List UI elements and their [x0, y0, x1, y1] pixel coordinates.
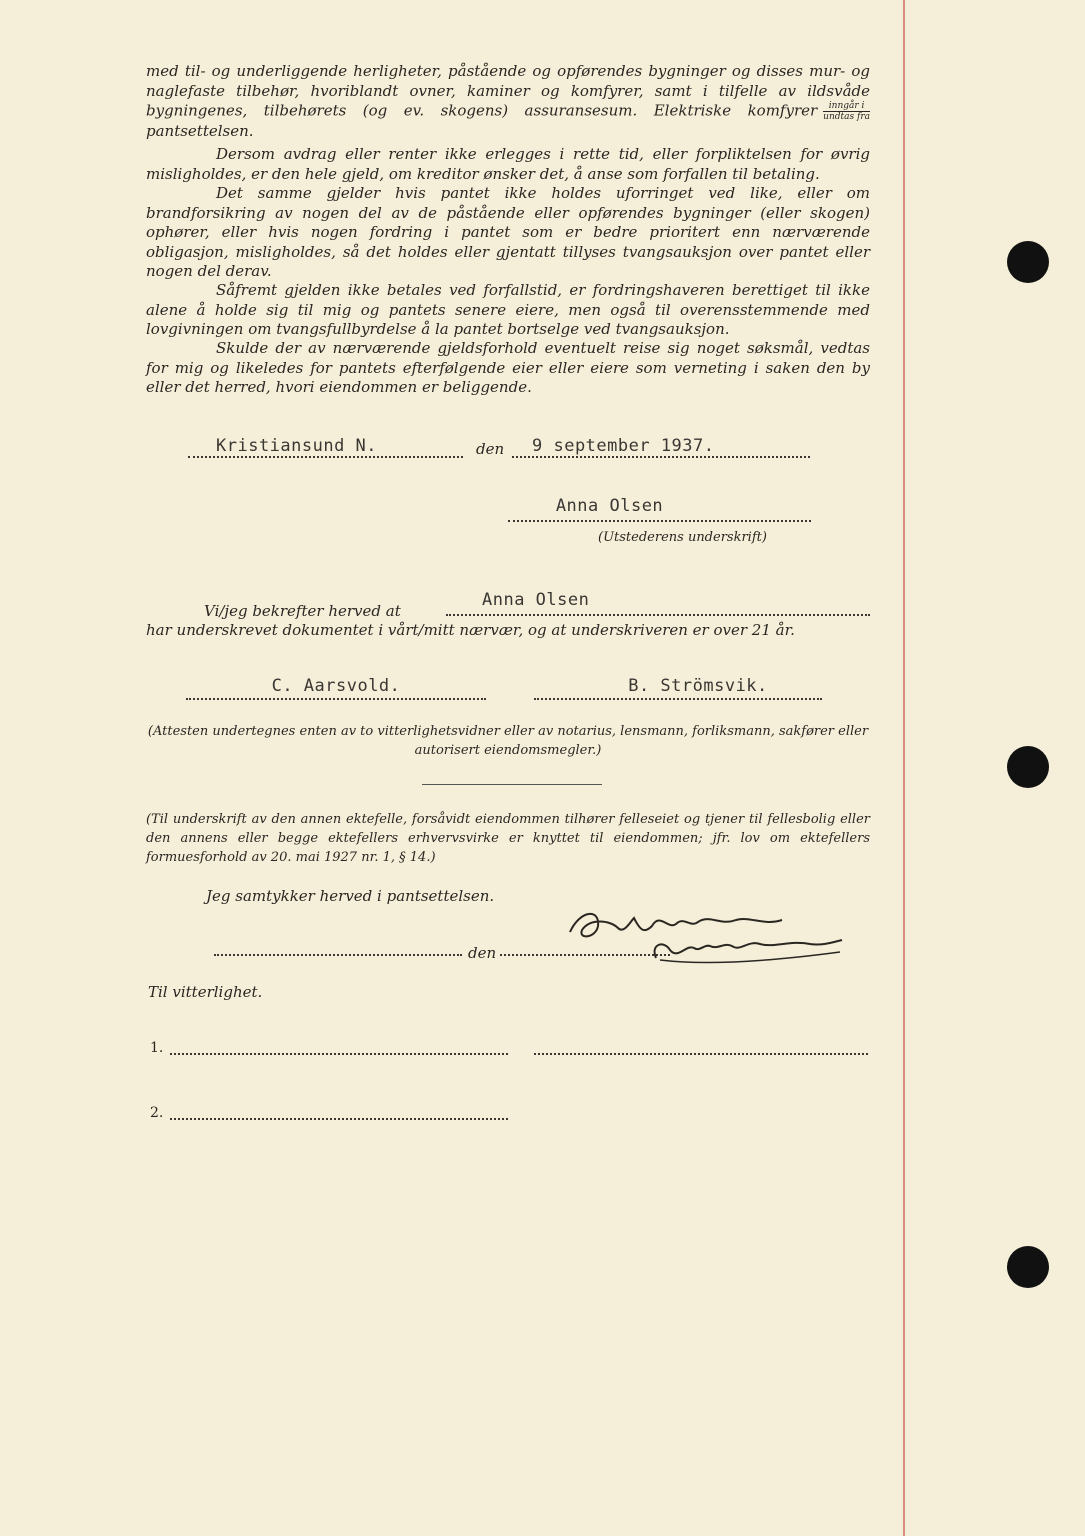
- margin-rule: [903, 0, 905, 1536]
- consent-text: Jeg samtykker herved i pantsettelsen.: [206, 887, 495, 905]
- handwritten-signature: [560, 900, 850, 980]
- vitterlighet-line-1a: [170, 1043, 508, 1055]
- paragraph-insurance: Det samme gjelder hvis pantet ikke holdes uforringet ved like, eller om brandforsikring av nogen del av de påstående eller opførendes bygninger (eller skogen) ophører, eller hvis nogen fordring i pantet som er bedre prioritert enn nærværende obligasjon, misligholdes, så det holdes eller gjentatt tillyses tvangsauksjon over pantet eller nogen del derav.: [146, 184, 870, 280]
- issuer-caption: (Utstederens underskrift): [598, 530, 767, 545]
- spouse-note: (Til underskrift av den annen ektefelle, forsåvidt eiendommen tilhører felleseiet og tjener til fellesbolig eller den annens eller begge ektefellers erhvervsvirke er knyttet til eiendommen; jfr. lov om ektefellers formuesforhold av 20. mai 1927 nr. 1, § 14.): [146, 812, 870, 865]
- confirm-prefix: Vi/jeg bekrefter herved at: [204, 602, 401, 620]
- punch-hole: [1007, 1246, 1049, 1288]
- punch-hole: [1007, 241, 1049, 283]
- section-divider: [422, 784, 602, 785]
- den-label: den: [476, 440, 505, 458]
- punch-hole: [1007, 746, 1049, 788]
- attest-note: (Attesten undertegnes enten av to vitterlighetsvidner eller av notarius, lensmann, forliksmann, sakfører eller autorisert eiendomsmegler.): [147, 724, 869, 758]
- vitterlighet-heading: Til vitterlighet.: [148, 983, 263, 1001]
- confirm-line2: har underskrevet dokumentet i vårt/mitt nærvær, og at underskriveren er over 21 år.: [146, 621, 795, 639]
- place-line: Kristiansund N.: [188, 436, 463, 458]
- consent-den-label: den: [468, 944, 497, 962]
- paragraph-default: Dersom avdrag eller renter ikke erlegges i rette tid, eller forpliktelsen for øvrig misligholdes, er den hele gjeld, om kreditor ønsker det, å anse som forfallen til betaling.: [146, 145, 870, 183]
- issuer-signature-line: Anna Olsen: [508, 496, 811, 522]
- witness-1-line: C. Aarsvold.: [186, 676, 486, 700]
- paragraph-due: Såfremt gjelden ikke betales ved forfallstid, er fordringshaveren berettiget til ikke alene å holde sig til mig og pantets senere eiere, men også til overensstemmende med lovgivningen om tvangsfullbyrdelse å la pantet bortselge ved tvangsauksjon.: [146, 281, 870, 338]
- vitterlighet-number-1: 1.: [150, 1040, 164, 1056]
- confirm-name-line: Anna Olsen: [446, 590, 870, 616]
- vitterlighet-line-2: [170, 1108, 508, 1120]
- fraction-choice: $\frac{\text{inngår i}}{\text{undtas fra}}$: [823, 101, 870, 122]
- date-line: 9 september 1937.: [512, 436, 810, 458]
- consent-place-line: [214, 944, 462, 956]
- paragraph-venue: Skulde der av nærværende gjeldsforhold eventuelt reise sig noget søksmål, vedtas for mig og likeledes for pantets efterfølgende eier eller eiere som verneting i saken den by eller det herred, hvori eiendommen er beliggende.: [146, 339, 870, 396]
- vitterlighet-number-2: 2.: [150, 1105, 164, 1121]
- vitterlighet-line-1b: [534, 1043, 868, 1055]
- witness-2-line: B. Strömsvik.: [534, 676, 822, 700]
- paragraph-property: med til- og underliggende herligheter, påstående og opførendes bygninger og disses mur- og naglefaste tilbehør, hvoriblandt ovner, kaminer og komfyrer, samt i tilfelle av ildsvåde bygningenes, tilbehørets (og ev. skogens) assuransesum. Elektriske komfyrer $\frac{\text{inngår i}}{\text{undtas fra}}$ pantsettelsen.: [146, 62, 870, 140]
